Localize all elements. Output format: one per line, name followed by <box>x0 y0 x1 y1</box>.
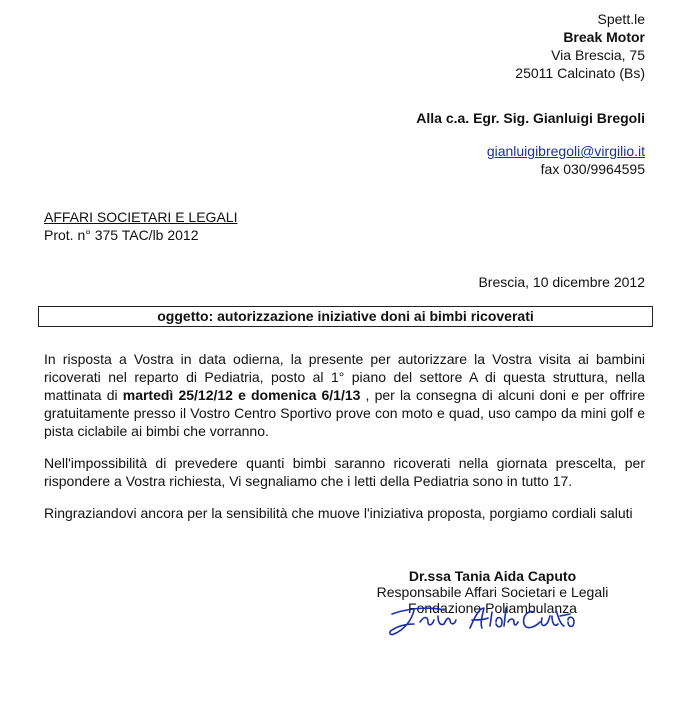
paragraph-3: Ringraziandovi ancora per la sensibilità che muove l'iniziativa proposta, porgiamo cordiali saluti <box>44 505 633 521</box>
recipient-city: 25011 Calcinato (Bs) <box>515 65 645 81</box>
recipient-contact <box>487 142 645 178</box>
email-link[interactable]: gianluigibregoli@virgilio.it <box>486 143 645 159</box>
recipient-address <box>515 10 645 82</box>
subject-box: oggetto: autorizzazione iniziative doni ai bimbi ricoverati <box>38 306 653 327</box>
signatory-org: Fondazione Poliambulanza <box>408 600 577 616</box>
fax-number: fax 030/9964595 <box>540 161 645 177</box>
paragraph-1: In risposta a Vostra in data odierna, la presente per autorizzare la Vostra visita ai bambini ricoverati nel reparto di Pediatria, posto al 1° piano del settore A di questa struttura, nella mattinata di martedì 25/12/12 e domenica 6/1/13 , per la consegna di alcuni doni e per offrire gratuitamente presso il Vostro Centro Sportivo prove con moto e quad, uso campo da mini golf e pista ciclabile ai bimbi che vorranno. <box>44 351 645 439</box>
signature-block <box>370 568 615 616</box>
paragraph-2: Nell'impossibilità di prevedere quanti bimbi saranno ricoverati nella giornata prescelta, per rispondere a Vostra richiesta, Vi segnaliamo che i letti della Pediatria sono in tutto 17. <box>44 455 645 489</box>
signatory-name: Dr.ssa Tania Aida Caputo <box>408 568 577 584</box>
date-line: Brescia, 10 dicembre 2012 <box>478 274 645 290</box>
sender-block <box>44 208 237 244</box>
recipient-street: Via Brescia, 75 <box>551 47 645 63</box>
signatory-role: Responsabile Affari Societari e Legali <box>376 584 609 600</box>
handwritten-signature <box>384 602 594 638</box>
letter-body <box>44 350 645 536</box>
attention-line: Alla c.a. Egr. Sig. Gianluigi Bregoli <box>416 110 645 126</box>
recipient-company: Break Motor <box>563 29 645 45</box>
visit-dates: martedì 25/12/12 e domenica 6/1/13 <box>122 387 361 403</box>
recipient-salutation: Spett.le <box>597 11 645 27</box>
department-name: AFFARI SOCIETARI E LEGALI <box>44 209 238 225</box>
protocol-number: Prot. n° 375 TAC/lb 2012 <box>44 227 199 243</box>
